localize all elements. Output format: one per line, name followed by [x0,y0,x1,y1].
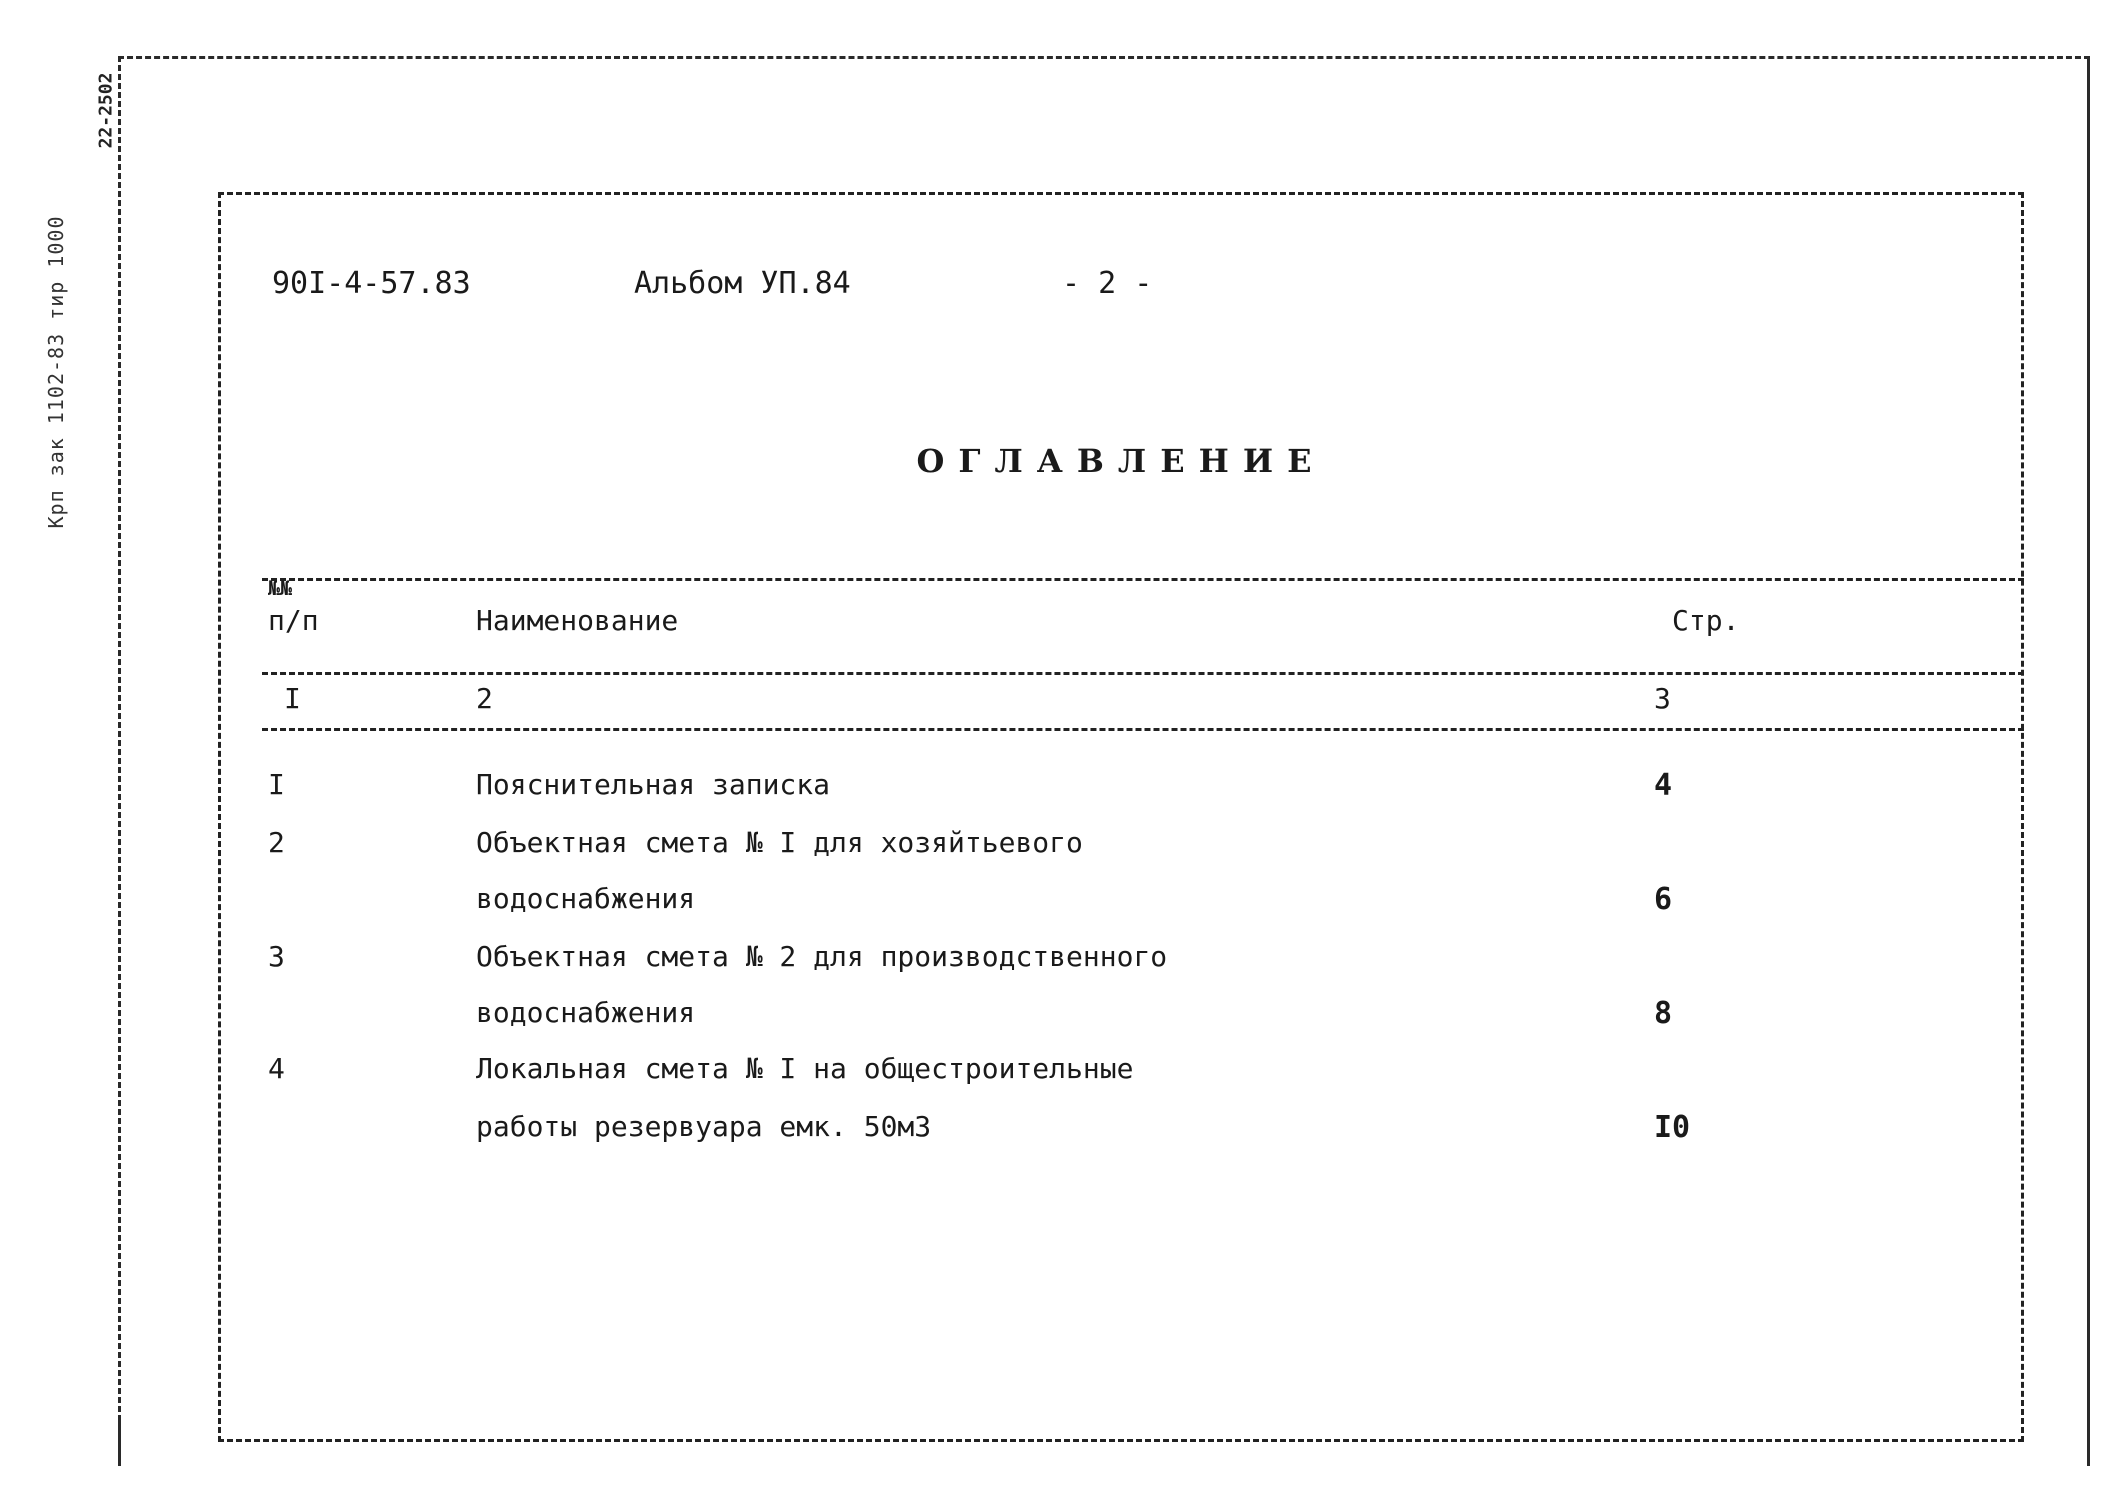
inner-frame [218,192,2024,1442]
row-title: Локальная смета № I на общестроительные [476,1052,1134,1085]
row-title: Объектная смета № 2 для производственного [476,940,1168,973]
page-title: ОГЛАВЛЕНИЕ [916,442,1326,480]
row-title-continuation: работы резервуара емк. 50м3 [476,1110,932,1143]
row-page: 8 [1654,996,1673,1031]
header-name: Наименование [476,604,679,637]
column-number: I [284,682,301,715]
corner-code: 22-2502 [95,72,117,149]
row-page: I0 [1654,1110,1691,1145]
header-num-sign: №№ [268,576,293,600]
column-number: 3 [1654,682,1671,715]
row-number: 3 [268,940,285,973]
album-label: Альбом УП.84 [634,266,851,301]
frame-tick [118,1420,121,1460]
row-number: 4 [268,1052,285,1085]
header-page: Стр. [1672,604,1740,637]
document-code: 90I-4-57.83 [272,266,471,301]
row-number: 2 [268,826,285,859]
row-title: Пояснительная записка [476,768,831,801]
row-page: 6 [1654,882,1673,917]
row-page: 4 [1654,768,1673,803]
row-title: Объектная смета № I для хозяйтьевого [476,826,1083,859]
row-number: I [268,768,285,801]
table-colnum-rule [262,728,2024,731]
margin-print-note: Крп зак 1102-83 тир 1000 [44,215,68,529]
row-title-continuation: водоснабжения [476,996,696,1029]
table-header-rule [262,672,2024,675]
row-title-continuation: водоснабжения [476,882,696,915]
page-number: - 2 - [1062,266,1153,301]
column-number: 2 [476,682,493,715]
header-num: п/п [268,604,319,637]
table-top-rule [262,578,2024,581]
